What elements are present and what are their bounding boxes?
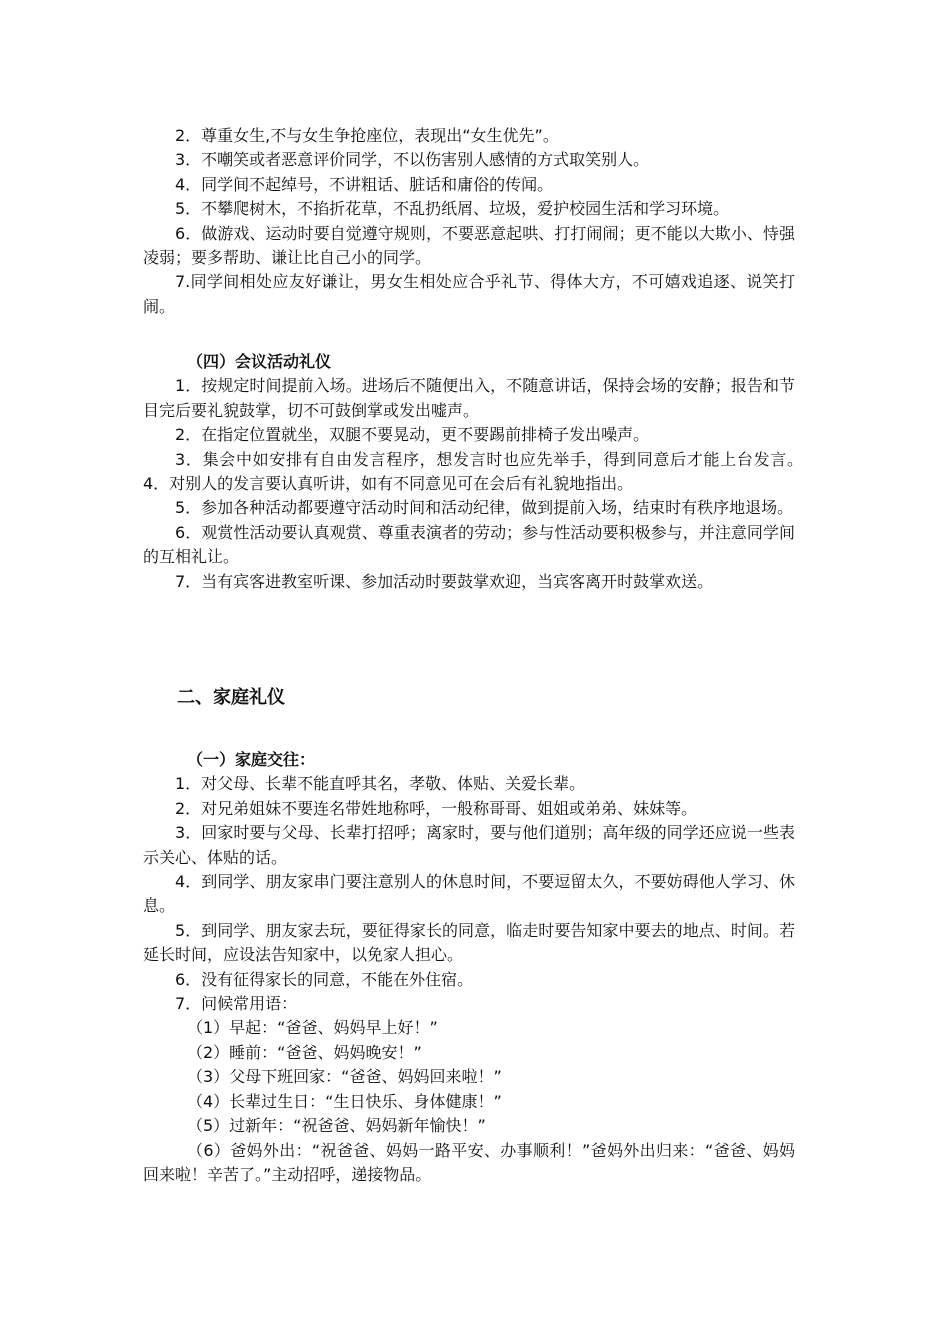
meeting-item-5: 5．参加各种活动都要遵守活动时间和活动纪律，做到提前入场，结束时有秩序地退场。: [175, 498, 794, 518]
family-etiquette-section: [143, 748, 795, 1187]
meeting-item-1: 1．按规定时间提前入场。进场后不随便出入，不随意讲话，保持会场的安静；报告和节目完后要礼貌鼓掌，切不可鼓倒掌或发出嘘声。: [143, 376, 795, 420]
school-item-3: 3．不嘲笑或者恶意评价同学，不以伤害别人感情的方式取笑别人。: [175, 150, 650, 170]
greeting-bedtime: （2）睡前：“爸爸、妈妈晚安！”: [187, 1042, 422, 1062]
school-item-7: 7.同学间相处应友好谦让，男女生相处应合乎礼节、得体大方，不可嬉戏追逐、说笑打闹。: [143, 272, 795, 316]
greeting-parents-home: （3）父母下班回家：“爸爸、妈妈回来啦！”: [187, 1067, 502, 1087]
family-item-4: 4．到同学、朋友家串门要注意别人的休息时间，不要逗留太久，不要妨碍他人学习、休息。: [143, 872, 795, 916]
family-item-1: 1．对父母、长辈不能直呼其名，孝敬、体贴、关爱长辈。: [175, 774, 586, 794]
family-item-7: 7．问候常用语：: [175, 994, 298, 1014]
greeting-morning: （1）早起：“爸爸、妈妈早上好！”: [187, 1018, 438, 1038]
meeting-heading: （四）会议活动礼仪: [187, 352, 332, 371]
family-heading: （一）家庭交往：: [187, 750, 316, 769]
school-item-4: 4．同学间不起绰号，不讲粗话、脏话和庸俗的传闻。: [175, 174, 554, 194]
school-item-5: 5．不攀爬树木，不掐折花草，不乱扔纸屑、垃圾，爱护校园生活和学习环境。: [175, 199, 730, 219]
greeting-birthday: （4）长辈过生日：“生日快乐、身体健康！”: [187, 1091, 502, 1111]
family-item-3: 3．回家时要与父母、长辈打招呼；离家时，要与他们道别；高年级的同学还应说一些表示关心、体贴的话。: [143, 823, 795, 867]
family-item-6: 6．没有征得家长的同意，不能在外住宿。: [175, 969, 474, 989]
meeting-item-6: 6．观赏性活动要认真观赏、尊重表演者的劳动；参与性活动要积极参与，并注意同学间的互相礼让。: [143, 522, 795, 567]
family-etiquette-title: 二、家庭礼仪: [177, 687, 285, 708]
school-etiquette-section: [143, 124, 795, 319]
school-item-6: 6．做游戏、运动时要自觉遵守规则，不要恶意起哄、打打闹闹；更不能以大欺小、恃强凌弱；要多帮助、谦让比自己小的同学。: [143, 223, 795, 268]
meeting-item-7: 7．当有宾客进教室听课、参加活动时要鼓掌欢迎，当宾客离开时鼓掌欢送。: [175, 571, 714, 591]
meeting-item-2: 2．在指定位置就坐，双腿不要晃动，更不要踢前排椅子发出噪声。: [175, 425, 650, 445]
family-item-2: 2．对兄弟姐妹不要连名带姓地称呼，一般称哥哥、姐姐或弟弟、妹妹等。: [175, 798, 698, 818]
greeting-new-year: （5）过新年：“祝爸爸、妈妈新年愉快！”: [187, 1116, 486, 1136]
family-item-5: 5．到同学、朋友家去玩，要征得家长的同意，临走时要告知家中要去的地点、时间。若延长时间，应设法告知家中，以免家人担心。: [143, 920, 795, 965]
greeting-parents-travel: （6）爸妈外出：“祝爸爸、妈妈一路平安、办事顺利！”爸妈外出归来：“爸爸、妈妈回来啦！辛苦了。”主动招呼，递接物品。: [143, 1140, 795, 1184]
meeting-etiquette-section: [143, 350, 828, 594]
meeting-item-3-4: 3．集会中如安排有自由发言程序，想发言时也应先举手，得到同意后才能上台发言。 4．对别人的发言要认真听讲，如有不同意见可在会后有礼貌地指出。: [143, 449, 828, 494]
school-item-2: 2．尊重女生,不与女生争抢座位，表现出“女生优先”。: [175, 126, 559, 145]
